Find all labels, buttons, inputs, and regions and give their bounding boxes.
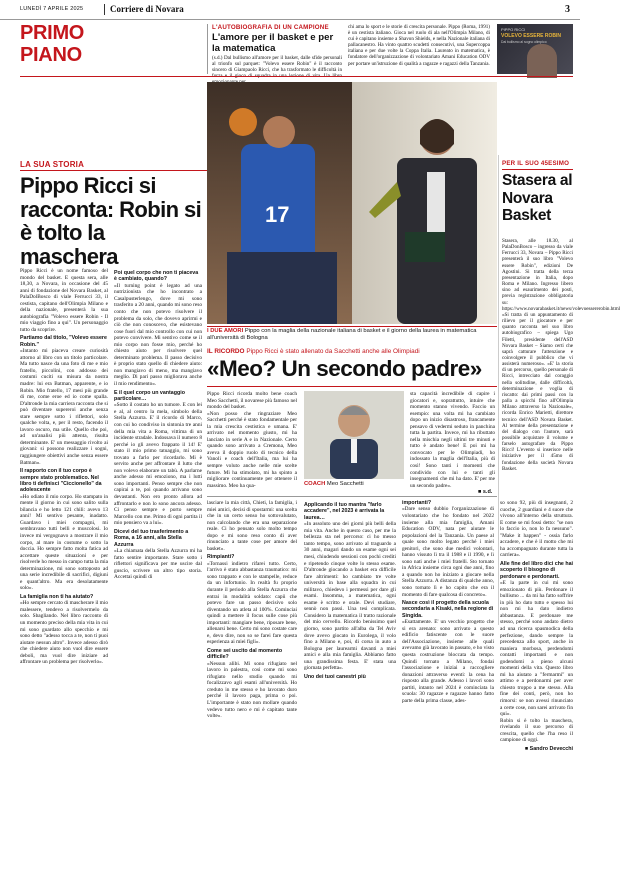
story-kicker: LA SUA STORIA (20, 160, 85, 169)
interview-question: La famiglia non ti ha aiutato? (20, 593, 94, 600)
paragraph: «Ho odiato il mio corpo. Ho stampato in mente il giorno in cui sono salito sulla bilancia e ho letto 121 chili: avevo 13 anni! Mi sentivo pesante, inadatto. Guardavo i miei compagni, mi sembravano tutti belli e muscolosi. Io invece mi vergognavo a mostrare il mio corpo, al mare in costume o sotto la doccia. Ho sempre fatto molta fatica ad accettare queste situazioni e per risolverle ho messo in campo tutta la mia determinazione, mi sono sottoposto ad una serie incredibile di sacrifici, digiuni e quant'altro. Ma era desolatamente solo». (20, 493, 109, 592)
teaser-divider (207, 24, 208, 74)
paragraph: sta capacità incredibile di capire i giocatori e, soprattutto, intuire che momento stanno vivendo. Faccio un esempio: una volta mi ha cambiato dopo un inizio disastroso, francamente pensavo di vedermi seduto in panchina tutta la partita. Invece, mi ha ributtato nella mischia negli ultimi tre minuti e tutto è andato bene! E poi mi ha convocato per le Olimpiadi, ho indossato la maglia dell'Italia, più di così! Sono tanti i momenti che condivido con lui e tanti gli insegnamenti che mi ha dato. E' per me un secondo padre». (410, 391, 495, 489)
teaser-text-col2: chi ama lo sport e le storie di crescita personale. Pippo (Roma, 1991) è un cestista italiano. Gioca nel ruolo di ala nell'Olimpia Milano, di cui è capitano insieme a Shavon Shields, e nella Nazionale italiana di pallacanestro. Ha vinto quattro scudetti consecutivi, una Supercoppa italiana e per due volte la Coppa Italia. Laureato in matematica, è fondatore dell'organizzazione di volontariato Amani Education ODV per portare un'istruzione di qualità a ragazze e ragazzi della Tanzania. (348, 24, 490, 67)
interview-question: Poi quel corpo che non ti piaceva è cambiato, quando? (114, 270, 199, 283)
memory-col1 (207, 391, 297, 489)
paragraph: «Ho sempre cercato di mascherare il mio malessere, tendevo a risolvermelo da solo. Sbagliando. Nel libro racconto di un momento preciso della mia vita in cui mi sono guardato allo specchio e mi sono detto "adesso tocca a te, non ti puoi aiutare nessun altro". Invece adesso dirò che chiedere aiuto non vuol dire essere deboli, ma vuol dire iniziare ad affrontare un problema per risolverlo». (20, 600, 108, 666)
interview-question: Partiamo dal titolo, "Volevo essere Robin." (20, 335, 107, 348)
svg-text:17: 17 (265, 202, 290, 227)
interview-question: Dicevi del tuo trasferimento a Roma, a 16 anni, alla Stella Azzurra (114, 528, 189, 548)
paragraph: «Il turning point è legato ad una nutrizionista che ho incontrato a Casalpusterlengo, dove mi sono trasferito a 20 anni, quando mi sono reso conto che non potevo risolvere il problema da solo, che dovevo aprirmi e ciò che non conoscevo, che esistevano cose fuori dal mio controllo con cui non potevo convivere. Mi sentivo come se il mio corpo non fosse mio, perché ho chiesto aiuto per risolvere quel determinato problema. Il passo decisivo è proprio stato quello di chiedere aiuto: non mangiavo di meno, ma mangiavo meglio. Di pari passo migliorava anche il mio rendimento». (114, 282, 202, 388)
memory-headline-rule (207, 386, 497, 387)
memory-bottom-rule (207, 496, 497, 497)
page-header (0, 0, 580, 20)
section-rule (20, 76, 573, 77)
caption-rule (207, 326, 497, 327)
story-photo (207, 82, 497, 324)
event-kicker: PER IL SUO 45ESIMO (502, 160, 570, 167)
book-cover-portrait (527, 44, 557, 78)
teaser-title: L'amore per il basket e per la matematica (212, 32, 334, 54)
book-title: VOLEVO ESSERE ROBIN (501, 33, 562, 39)
story-col1 (20, 268, 108, 666)
book-author: PIPPO RICCI (501, 27, 526, 32)
coach-photo-illustration (304, 391, 404, 479)
paragraph: «Sotto il costato ho un tumore. E con lei e al, al centro la mela, simbolo della Stella Azzurra. E' il ricordo di Marco, con cui ho condiviso in sintonia tre anni della mia vita a Roma, vittima di un incidente stradale. Indossava il numero 8 perché io gli avevo frappato il 14! E' stato il mio primo tatuaggio, mi sono trovato a farlo per ricordarlo. Mi è servito anche per affrontare il lutto che non volevo elaborare un tabù. A parlarne anche adesso mi emoziono, ma i lutti sono importanti. Penso sempre che non capirai a te, poi quando arrivano sono devastanti. Non ero pronto allora ad affrontarlo e non lo sono ancora adesso. Ci penso sempre e porto sempre Marcello con me. Primo di ogni partita il mio pensiero va a lui». (114, 402, 202, 527)
teaser-text-col1: (s.d.) Dal bullismo all'amore per il basket, dalle sfide personali al trionfo sul parquet: "Volevo essere Robin" è il racconto sincero di Giampaolo Ricci, che ha trasformato le difficoltà in (212, 55, 342, 74)
photo-caption: I DUE AMORI Pippo con la maglia della nazionale italiana di basket e il giorno della laurea in matematica all'università di Bologna (207, 328, 477, 341)
photo-illustration (207, 82, 497, 324)
memory-kicker: IL RICORDO Pippo Ricci è stato allenato da Sacchetti anche alle Olimpiadi (207, 348, 420, 355)
memory-signature: ■ s.d. (478, 489, 493, 495)
author-signature: ■ Sandro Devecchi (524, 745, 573, 752)
paragraph: «Intanto mi piaceva creare curiosità attorno al libro con un titolo particolare. Ma tutto nasce da una foto di me e mio fratello, piccolini, con addosso dei costumi cuciti su misura da nostra madre: lui era Batman, apparente, e io Robin. Mio fratello, 17 mesi più grande di me, come eroe ed io come spalla. D'altronde la mia carriera racconta che si può diventare supereroi anche senza stare sempre sotto i riflettori, solo qualche volta, e, per il resto, facendo il lavoro oscuro, ma utile. Quello che poi, ad un'analisi più attenta, risulta determinante. E' un messaggio rivolto ai giovani: si possono realizzare i sogni, raggiungere obiettivi anche senza essere Batman». (20, 348, 108, 466)
continuation-col2: Applicando il tuo mantra "farlo accadere", nel 2023 è arrivata la laurea… «In assoluto uno dei giorni più belli della mia vita. Anche in questo caso, per me la bellezza sta nel percorso: ci ho messo tanto tempo, sono arrivato al traguardo a 30 anni, magari dando un esame ogni sei mesi, chiudendo sessioni con pochi crediti e ripetendo cinque volte lo stesso esame. D'altronde giocando a basket era difficile fare altrimenti: ho cambiato tre volte università in base alla squadra in cui militavo, chiedevo i permessi per dare gli esami. Insomma, a matematica, ogni esame è scritto e orale. Devi studiare, sennò non passi. Una tesi complicata. Considero la matematica il tratto razionale del mio cervello. Ricordo benissimo quel giorno, sono partito all'alba da Tel Aviv dove avevo giocato in Eurolega, il volo fino a Milano e, poi, di corsa in auto a Bologna per laurearmi davanti a miei amici e alla mia famiglia. Abbiamo fatto una grandissima festa. E' stata una giornata perfetta». Uno dei tuoi canestri più (304, 502, 396, 680)
event-kicker-rule (502, 169, 573, 170)
coach-caption: COACH Meo Sacchetti (304, 481, 364, 487)
paragraph: Pippo Ricci è un nome famoso del mondo del basket. E questa sera, alle 18,30, a Novara, in occasione del 45 anni di fondazione del Novara Basket, al PalaDolBosco di viale Ferrucci 33, il cestista, capitano dell'Olimpia Milano e della nazionale, presenterà la sua autobiografia "Volevo essere Robin - Il mio viaggio fino a qui". Un personaggio tutto da scoprire. (20, 268, 108, 333)
header-divider (104, 4, 105, 15)
section-title: PRIMO PIANO (20, 22, 85, 66)
interview-question: Il rapporto con il tuo corpo è sempre stato problematico. Nel libro ti definisci "Ciccionello" da adolescente (20, 468, 102, 494)
newspaper-name: Corriere di Novara (110, 4, 184, 14)
story-kicker-rule (20, 170, 207, 171)
book-subtitle: Dal bullismo al sogno olimpico (501, 40, 547, 44)
page-number: 3 (565, 4, 570, 15)
continuation-col4: so sono 92, più di insegnanti, 2 cuoche, 2 guardiani e 4 suore che vivono all'interno della struttura. E come se mi fossi detto: "se non lo faccio io, non lo fa nessuno". "Make it happen" - ossia farlo accadere, e che è il motto che mi ha accompagnato durante tutta la carriera». Alle fine del libro dici che hai scoperto il bisogno di perdonare e perdonarti. «E la parte in cui mi sono emozionato di più. Perdonare il bullismo ... da mi ha fatto soffrire in più ho dato tutto e spesso lui non mi ha dato indietro abbastanza. E perdonare me stesso, perché sono andato dietro ad una ricerca spasmodica della perfezione, dando sempre la precedenza allo sport, anche in maniera morbosa, perdendomi contatti importanti e non godendomi a pieno alcuni momenti della vita. Questo libro mi ha aiutato a "fermarmi" un attimo e a perdonarmi per aver chiesto troppo a me stesso. Alla fine dei conti, però, non ho rimorsi: se non avessi rinunciato a certe cose, non sarei arrivato fin qui». Robin si è tolto la maschera, rivelando il suo percorso di crescita, quello che l'ha reso il campione di oggi. ■ Sandro Devecchi (500, 500, 573, 752)
story-headline: Pippo Ricci si racconta: Robin si è tolto la maschera (20, 173, 202, 269)
continuation-col3: importanti? «Dare senso dubbio l'organizzazione di volontariato che ho fondato nel 2022 insieme alla mia famiglia, Amani Education ODV, nata per aiutare le popolazioni del la Tanzania. Un paese al quale sono molto legato perché i miei genitori, che sono due medici volontari, hanno vissuto lì tra il 1988 e il 1990, e lì sono nati anche i miei fratelli. Sto tornato in Africa insieme circa ogni due anni, fino a quando non ho iniziato a giocare nella Stella Azzurra. A distanza di qualche anno, sono tornato lì e ho capito che era il momento di fare qualcosa di concreto». Nasce così il progetto della scuola secondaria a Kisaki, nella regione di Singida. «Esattamente. E' un vecchio progetto che si era arenato: sono arrivato a questo edificio fatiscente con le suore dell'Associazione, insieme alle quali avevamo già lavorato in passato, e ho visto questa costruzione bloccata da tempo. Quindi tornato a Milano, fondai l'associazione e iniziai a raccogliere donazioni attraverso eventi: la cena ha risposto alla grande. Adesso i lavori sono partiti, intanto nel 2024 è cominciata la scuola: 30 ragazze e ragazze hanno fatto parte della prima classe, ades- (402, 500, 495, 704)
paragraph: Pippo Ricci ricorda molto bene coach Meo Sacchetti, il novarese più famoso nel mondo del basket. (207, 391, 297, 411)
book-cover (497, 24, 573, 74)
memory-col2 (410, 391, 495, 487)
paragraph: «La chiamata della Stella Azzurra mi ha fatto sentire importante. Stare sotto i riflettori significava per me uscire dal guscio, scrivere un altro tipo storia. Accettai quindi di (114, 547, 202, 581)
continuation-col1: lasciare la mia città, Chieti, la famiglia, i miei amici, decisi di spostarmi: una scelta che in un certo senso ho sottovalutato, non calcolando che era una separazione reale. Ci ho pensato solo molto tempo dopo e mi sono reso conto di aver rinunciato a tante cose per amore del basket». Rimpianti? «Tornassi indietro rifarei tutto. Certo, l'arrivo è stato abbastanza traumatico: mi sono trappato e con le stampelle, reduce da un infortunio. In realtà fu proprio durante il periodo alla Stella Azzurra che entrai in modalità soldato: capii che potevo fare un passo decisivo solo diventando un atleta al 100%. Cominciai quindi a mettere il focus sulle cose più importanti: mangiare bene, riposare bene, allenarsi bene. Certo mi sono costate care e, devo dire, non so se farei fare questa esperienza ai miei figli». Come sei uscito dal momento difficile? «Nessun alibi. Mi sono rifugiato nel lavoro in palestra, così come mi sono rifugiato nello studio quando mi focalizzavo agli esami all'università. Ho creduto in me stesso e ho lavorato duro perché il lavoro paga, prima o poi. L'importante è stato non mollare quando vedevo tutto nero e mi è capitato tante volte». (207, 500, 297, 720)
event-title: Stasera al Novara Basket (502, 172, 573, 224)
teaser-kicker: L'AUTOBIOGRAFIA DI UN CAMPIONE (212, 24, 329, 31)
coach-photo (304, 391, 404, 479)
paragraph: «Non posso che ringraziare Meo Sacchetti perché è stato fondamentale per la mia crescita cestistica e umana. E' arrivato nel momento giusto, mi ha lanciato in serie A e in Nazionale. Certo quando sono arrivato a Cremona, Meo aveva il doppio ruolo di tecnico della Vanoli e coach dell'Italia, ma lui ha sempre voluto anche nelle mie scelte future. Mi ha stimolato, mi ha spinto a migliorare continuamente per ottenere il massimo. Meo ha qua- (207, 410, 297, 489)
issue-date: LUNEDÌ 7 APRILE 2025 (20, 6, 84, 12)
event-body: Stasera, alle 18.30, al PalaDonBosco – ingresso da viale Ferrucci 33, Novara – Pippo Ricci presenterà il suo libro "Volevo essere Robin", edizioni De Agostini. Si tratta della terza presentazione in Italia, dopo Roma e Milano. Ingresso libero sino ad esaurimento dei posti, previa registrazione obbligatoria su: https://www.novarabasket.it/news/volevoessererobin.html «Si tratta di un appuntamento di rilievo per il giocatore e per quanto racconta nel suo libro autobiografico – spiega Ugo Filetti, presidente dell'ASD Novara Basket – Siamo certi che saprà catturare l'attenzione e coinvolgere il pubblico che vi assisterà numeroso». «E' la storia di un percorso, quello personale di Ricci, intrecciato dal coraggio nella solitudine, dalle difficoltà, determinazione e voglia di riscatto: dai primi passi con la palla a spicchi fino all'Olimpia Milano attraverso la Nazionale», ricorda Enrico Marietti, direttore tecnico dell'ASD Novara Basket. Al termine della presentazione e del dialogo con l'autore, sarà possibile acquistare il volume e farselo autografare da Pippo Ricci! L'evento si inserisce nelle iniziative per il 45mo di fondazione della società Novara Basket. (502, 238, 620, 472)
story-col2 (114, 268, 202, 581)
memory-headline: «Meo? Un secondo padre» (207, 356, 482, 381)
interview-question: E il quel corpo un vantaggio particolare… (114, 389, 185, 402)
right-column-divider (498, 155, 499, 625)
